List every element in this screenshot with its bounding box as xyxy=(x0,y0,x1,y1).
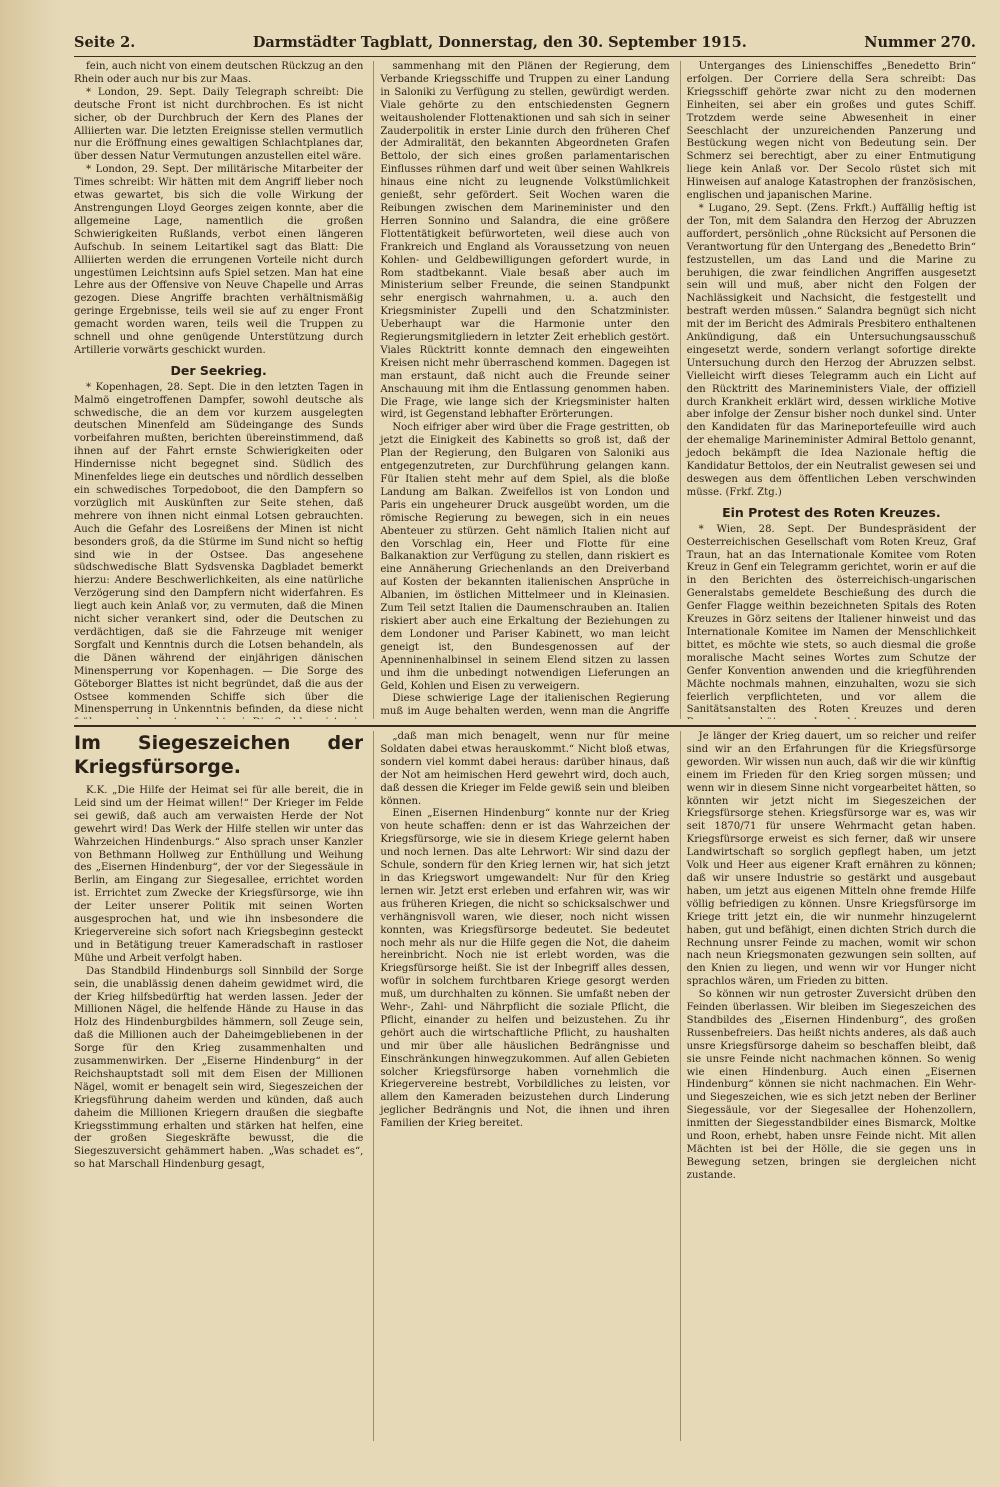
section-heading-seekrieg: Der Seekrieg. xyxy=(170,362,267,378)
article-paragraph: So können wir nun getroster Zuversicht drüben den Feinden überlassen. Wir bleiben im Siegeszeichen des Standbildes des „Eisernen Hindenburg“, des großen Russenbefreiers. Das heißt nichts anderes, als daß auch unsre Kriegsfürsorge daheim so beschaffen bleibt, daß sie unsre Feinde nicht nachmachen können. So wenig wie einen Hindenburg. Auch einen „Eisernen Hindenburg“ können sie nicht nachmachen. Ein Wehr- und Siegeszeichen, wie es sich jetzt neben der Berliner Siegessäule, vor der Siegesallee der Hohenzollern, inmitten der Siegesstandbilder eines Bismarck, Moltke und Roon, erhebt, haben unsre Feinde nicht. Mit allen Mächten ist bei der Hölle, die sie gegen uns in Bewegung setzen, bringen sie dergleichen nicht zustande. xyxy=(686,989,976,1181)
article-paragraph: * Wien, 28. Sept. Der Bundespräsident der Oesterreichischen Gesellschaft vom Roten Kreuz, Graf Traun, hat an das Internationale Komitee vom Roten Kreuz in Genf ein Telegramm gerichtet, worin er auf die in den Berichten des österreichisch-ungarischen Generalstabs gemeldete Beschießung des durch die Genfer Flagge weithin bezeichneten Spitals des Roten Kreuzes in Görz seitens der Italiener hinweist und das Internationale Komitee im Namen der Menschlichkeit bittet, es möchte wie stets, so auch diesmal die große moralische Macht seines Wortes zum Schutze der Genfer Konvention anwenden und die kriegführenden Mächte nochmals mahnen, einzuhalten, wozu sie sich feierlich verpflichteten, und vor allem die Sanitätsanstalten des Roten Kreuzes und deren xyxy=(686,523,976,716)
article-paragraph: Einen „Eisernen Hindenburg“ konnte nur der Krieg von heute schaffen: denn er ist das Wahrzeichen der Kriegsfürsorge, wie sie in diesem Kriege gelernt haben und noch lernen. Das alte Lehrwort: Wir sind dazu der Schule, sondern für den Krieg lernen wir, hat sich jetzt in das Kriegswort umgewandelt: Nur für den Krieg lernen wir. Jetzt erst erleben und erfahren wir, was wir aus früheren Kriegen, die nicht so schicksalschwer und verhängnisvoll waren, wie dieser, noch nicht wissen konnten, was Kriegsfürsorge bedeutet. Sie bedeutet noch mehr als nur die Hilfe gegen die Not, die daheim hereinbricht. Noch nie ist erlebt worden, was die Kriegsfürsorge heißt. Sie ist der Inbegriff alles dessen, wofür in solchem furchtbaren Kriege gesorgt werden muß, um durchhalten zu können. Sie umfaßt neben der Wehr-, Zahl- und Nährpflicht die soziale Pflicht, die Pflicht, einander zu helfen und beizustehen. Zu ihr gehört auch die wirtschaftliche Pflicht, zu haushalten und mir über alle häuslichen Bedrängnisse und Einschränkungen hinwegzukommen. Auf allen Gebieten solcher Kriegsfürsorge haben vornehmlich die Kriegervereine bestrebt, Vorbildliches zu leisten, vor allem den Kameraden beizustehen durch Linderung jeglicher Bedrängnis und Not, die ihnen und ihren Familien der Krieg bereitet. xyxy=(380,808,670,1130)
feuilleton-column-1 xyxy=(74,731,363,1441)
feuilleton-column-3 xyxy=(680,731,976,1441)
masthead: Darmstädter Tagblatt, Donnerstag, den 30. September 1915. xyxy=(252,34,747,51)
article-paragraph: K.K. „Die Hilfe der Heimat sei für alle bereit, die in Leid sind um der Heimat willen!“ Der Krieger im Felde sei gewiß, daß auch am verwaisten Herde der Not gewehrt wird! Das Werk der Hilfe stellen wir unter das Wahrzeichen Hindenburgs.“ Also sprach unser Kanzler von Bethmann Hollweg zur Enthüllung und Weihung des „Eisernen Hindenburg“, der vor der Siegessäule in Berlin, am Eingang zur Siegesallee, errichtet worden ist. Errichtet zum Zwecke der Kriegsfürsorge, wie ihn der Leiter unserer Politik mit seinen Worten ausgesprochen hat, und wie ihn insbesondere die Kriegervereine sich sofort nach Kriegsbeginn gesteckt und in Betätigung treuer Kameradschaft in rastloser Mühe und Arbeit verfolgt haben. xyxy=(74,785,364,964)
article-paragraph: Unterganges des Linienschiffes „Benedetto Brin“ erfolgen. Der Corriere della Sera schreibt: Das Kriegsschiff gehörte zwar nicht zu den modernen Einheiten, sei aber ein großes und gutes Schiff. Trotzdem werde seine Abwesenheit in einer Seeschlacht der unzureichenden Panzerung und Bestückung wegen nicht von Bedeutung sein. Der Schmerz sei berechtigt, aber zu einer Entmutigung liege kein Anlaß vor. Der Secolo rüstet sich mit Hinweisen auf analoge Katastrophen der französischen, englischen und japanischen Marine. xyxy=(686,61,976,202)
page-edge-shading xyxy=(0,0,60,1487)
article-paragraph: Noch eifriger aber wird über die Frage gestritten, ob jetzt die Einigkeit des Kabinetts so groß ist, daß der Plan der Regierung, den Bulgaren von Saloniki aus entgegenzutreten, zur Durchführung gelangen kann. Für Italien steht mehr auf dem Spiel, als die bloße Landung am Balkan. Zweifellos ist von London und Paris ein ungeheurer Druck ausgeübt worden, um die römische Regierung zu bewegen, sich in ein neues Abenteuer zu stürzen. Geht nämlich Italien nicht auf den Vorschlag ein, Heer und Flotte für eine Balkanaktion zur Verfügung zu stellen, dann riskiert es eine Annäherung Griechenlands an den Dreiverband auf Kosten der bekannten italienischen Ansprüche in Albanien, im östlichen Mittelmeer und in Kleinasien. Zum Teil setzt Italien die Daumenschrauben an. Italien riskiert aber auch eine Erkaltung der Beziehungen zu dem Londoner und Pariser Kabinett, wo man leicht geneigt ist, den Bundesgenossen auf der Apenninenhalbinsel in seinem Elend sitzen zu lassen und ihm die unbedingt notwendigen Lieferungen an Geld, Kohlen und Eisen zu verweigern. xyxy=(380,422,670,692)
article-paragraph: Das Standbild Hindenburgs soll Sinnbild der Sorge sein, die unablässig denen daheim gewidmet wird, die der Krieg hilfsbedürftig hat werden lassen. Jeder der Millionen Nägel, die helfende Hände zu Hause in das Holz des Hindenburgbildes hämmern, soll Zeuge sein, daß die Millionen auch der Daheimgebliebenen in der Sorge für den Krieg zusammenhalten und zusammenwirken. Der „Eiserne Hindenburg“ in der Reichshauptstadt soll mit dem Eisen der Millionen Nägel, womit er benagelt sein wird, Siegeszeichen der Kriegsführung daheim werden und künden, daß auch daheim die Millionen Kriegern draußen die siegbafte Kriegsstimmung erhalten und stärken hat helfen, eine der großen Siegeskräfte bewusst, die die Siegeszuversicht gehämmert haben. „Was schadet es“, so hat Marschall Hindenburg gesagt, xyxy=(74,965,364,1171)
article-paragraph: „daß man mich benagelt, wenn nur für meine Soldaten dabei etwas herauskommt.“ Nicht bloß etwas, sondern viel kommt dabei heraus: darüber hinaus, daß der Not am heimischen Herd gewehrt wird, doch auch, daß dessen die Krieger im Felde gewiß sein und bleiben können. xyxy=(380,731,670,807)
feuilleton-column-2 xyxy=(373,731,669,1441)
page-header xyxy=(74,34,976,57)
issue-number: Nummer 270. xyxy=(864,34,976,51)
article-paragraph: Diese schwierige Lage der italienischen Regierung muß im Auge behalten werden, wenn man die Angriffe xyxy=(380,693,670,718)
page-number: Seite 2. xyxy=(74,34,136,51)
article-paragraph: fein, auch nicht von einem deutschen Rückzug an den Rhein oder auch nur bis zur Maas. xyxy=(74,61,364,85)
article-paragraph: * London, 29. Sept. Der militärische Mitarbeiter der Times schreibt: Wir hätten mit dem Angriff lieber noch etwas gewartet, bis sich die volle Wirkung der Anstrengungen Lloyd Georges zeigen konnte, aber die allgemeine Lage, namentlich die großen Schwierigkeiten Rußlands, verbot einen längeren Aufschub. In seinem Leitartikel sagt das Blatt: Die Alliierten werden die errungenen Vorteile nicht durch ungestümen Leichtsinn aufs Spiel setzen. Man hat eine Lehre aus der Offensive von Neuve Chapelle und Arras gezogen. Diese Angriffe brachten verhältnismäßig geringe Ergebnisse, teils weil sie auf zu enger Front gemacht worden waren, teils weil die Truppen zu schnell und ohne genügende Unterstützung durch Artillerie vorwärts geschickt wurden. xyxy=(74,164,364,356)
upper-columns xyxy=(74,61,976,719)
feuilleton-section xyxy=(74,731,976,1441)
article-paragraph: * Lugano, 29. Sept. (Zens. Frkft.) Auffällig heftig ist der Ton, mit dem Salandra den Herzog der Abruzzen auffordert, persönlich „ohne Rücksicht auf Personen die Verantwortung für den Untergang des „Benedetto Brin“ festzustellen, um das Land und die Marine zu beruhigen, die zwar feindlichen Angriffen ausgesetzt sein will und muß, aber nicht den Folgen der Nachlässigkeit und Nachsicht, die festgestellt und bestraft werden müssen.“ Salandra begnügt sich nicht mit der im Bericht des Admirals Presbitero enthaltenen Ankündigung, daß ein Untersuchungsausschuß eingesetzt werde, sondern verlangt sofortige direkte Untersuchung durch den Herzog der Abruzzen selbst. Vielleicht wirft dieses Telegramm auch ein Licht auf den Rücktritt des Marineministers Viale, der offiziell durch Krankheit erklärt wird, dessen wirkliche Motive aber infolge der Zensur bisher noch dunkel sind. Unter den Kandidaten für das Marineportefeuille wird auch der ehemalige Marineminister Admiral Bettolo genannt, jedoch bekämpft die Idea Nazionale heftig die Kandidatur Bettolos, der ein Neutralist gewesen sei und deswegen aus dem öffentlichen Leben verschwinden müsse. (Frkf. Ztg.) xyxy=(686,202,976,498)
article-paragraph: * Kopenhagen, 28. Sept. Die in den letzten Tagen in Malmö eingetroffenen Dampfer, sowohl deutsche als schwedische, die an dem vor kurzem ausgelegten deutschen Minenfeld am Südeingange des Sunds vorbeifahren mußten, berichten übereinstimmend, daß ihnen auf der Fahrt ernste Schwierigkeiten oder Hindernisse nicht begegnet sind. Südlich des Minenfeldes liege ein deutsches und nördlich desselben ein schwedisches Torpedoboot, die den Dampfern so vorzüglich mit Auskünften zur Seite stehen, daß mehrere von ihnen nicht einmal Lotsen gebrauchten. Auch die Gefahr des Losreißens der Minen ist nicht besonders groß, da die Stürme im Sund nicht so heftig sind wie in der Ostsee. Das angesehene südschwedische Blatt Sydsvenska Dagbladet bemerkt hierzu: Andere Beschwerlichkeiten, als eine natürliche Verzögerung sind den Dampfern nicht widerfahren. Es liegt auch kein Anlaß vor, zu vermuten, daß die Minen nicht sicher verankert sind, oder die Deutschen zu verdächtigen, daß sie die Fahrzeuge mit weniger Sorgfalt und Kenntnis durch die Lotsen behandeln, als die Dänen während der einjährigen dänischen Minensperrung vor Kopenhagen. — Die Sorge des Göteborger Blattes ist nicht begründet, daß die aus der Ostsee kommenden Schiffe sich über die Minensperrung in Unkenntnis befinden, da diese nicht xyxy=(74,381,364,716)
column-3 xyxy=(680,61,976,719)
column-1 xyxy=(74,61,363,719)
article-paragraph: sammenhang mit den Plänen der Regierung, dem Verbande Kriegsschiffe und Truppen zu einer Landung in Saloniki zu Verfügung zu stellen, gewürdigt werden. Viale gehörte zu den entschiedensten Gegnern weitausholender Flottenaktionen und sah sich in seiner Zauderpolitik in erster Linie durch den früheren Chef der Admiralität, den bekannten Abgeordneten Grafen Bettolo, der sich eines großen parlamentarischen Einflusses rühmen darf und weit über seinen Wahlkreis hinaus eine nicht zu leugnende Volkstümlichkeit genießt, sehr gefördert. Seit Wochen waren die Reibungen zwischen dem Marineminister und den Herren Sonnino und Salandra, die eine größere Flottentätigkeit befürworteten, weil diese auch von Frankreich und England als Voraussetzung von neuen Kohlen- und Geldbewilligungen gefordert wurde, in Rom stadtbekannt. Viale besaß aber auch im Ministerium selber Freunde, die seinen Standpunkt sehr energisch wahrnahmen, u. a. auch den Kriegsminister Zupelli und den Schatzminister. Ueberhaupt war die Harmonie unter den Regierungsmitgliedern in letzter Zeit erheblich gestört. Viales Rücktritt konnte demnach den eingeweihten Kreisen nicht mehr überraschend kommen. Dagegen ist man erstaunt, daß nicht auch die Freunde seiner Anschauung mit ihm die Entlassung genommen haben. Die Frage, wie lange sich der Kriegsminister halten wird, ist Gegenstand lebhafter Erörterungen. xyxy=(380,61,670,421)
section-heading-roten-kreuzes: Ein Protest des Roten Kreuzes. xyxy=(722,504,941,520)
column-2 xyxy=(373,61,669,719)
feuilleton-title: Im Siegeszeichen der Kriegsfürsorge. xyxy=(74,732,364,778)
section-divider xyxy=(74,725,976,727)
article-paragraph: Je länger der Krieg dauert, um so reicher und reifer sind wir an den Erfahrungen für die Kriegsfürsorge geworden. Wir wissen nun auch, daß wir die wir künftig einem im Frieden für den Krieg sorgen müssen; und wenn wir in diesem Sinne nicht vorgearbeitet hätten, so könnten wir jetzt nicht im Siegeszeichen der Kriegsfürsorge stehen. Kriegsfürsorge war es, was wir seit 1870/71 für unsere Wehrmacht getan haben. Kriegsfürsorge erweist es sich ferner, daß wir unsere Landwirtschaft so sorglich gepflegt haben, um jetzt Volk und Heer aus eigener Kraft ernähren zu können; daß wir unsere Industrie so gestärkt und ausgebaut haben, um jetzt aus eigenen Mitteln ohne fremde Hilfe völlig befriedigen zu können. Unsre Kriegsfürsorge im Kriege tritt jetzt ein, die wir nunmehr hinzugelernt haben, gut und befähigt, einen dichten Strich durch die Rechnung unsrer Feinde zu machen, womit wir schon nach neun Kriegsmonaten gezwungen sein sollten, auf den Knien zu liegen, und wenn wir vor Hunger nicht sprachlos wären, um Frieden zu bitten. xyxy=(686,731,976,988)
article-paragraph: * London, 29. Sept. Daily Telegraph schreibt: Die deutsche Front ist nicht durchbrochen. Es ist nicht sicher, ob der Durchbruch der Kern des Planes der Alliierten war. Die letzten Ereignisse stellen vermutlich nur die Eröffnung eines gewaltigen Schlachtplanes dar, über dessen Natur Vermutungen anzustellen eitel wäre. xyxy=(74,86,364,163)
